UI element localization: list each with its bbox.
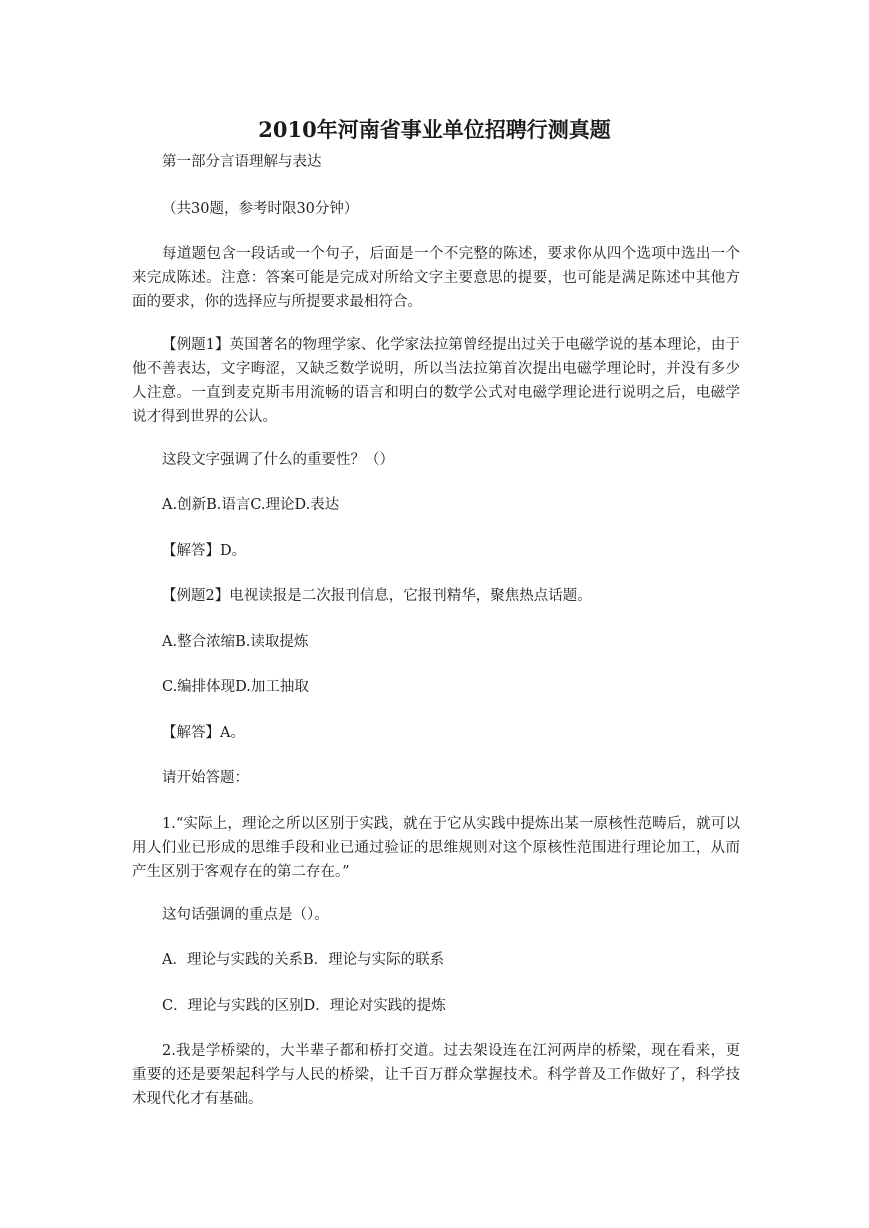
example1-answer: 【解答】D。: [162, 543, 247, 559]
question1-text: 1.“实际上，理论之所以区别于实践，就在于它从实践中提炼出某一原核性范畴后，就可以用人们业已形成的思维手段和业已通过验证的思维规则对这个原核性范围进行理论加工，从而产生区别于客观存在的第二存在。”: [132, 816, 740, 880]
example2-answer: 【解答】A。: [162, 725, 245, 741]
example1-question: 这段文字强调了什么的重要性？（）: [162, 452, 394, 468]
instructions-paragraph: 每道题包含一段话或一个句子，后面是一个不完整的陈述，要求你从四个选项中选出一个来完成陈述。注意：答案可能是完成对所给文字主要意思的提要，也可能是满足陈述中其他方面的要求，你的选择应与所提要求最相符合。: [132, 246, 740, 310]
document-title: 2010年河南省事业单位招聘行测真题: [258, 117, 611, 142]
start-prompt: 请开始答题：: [162, 770, 249, 786]
question1-options-line1: A．理论与实践的关系B．理论与实际的联系: [162, 952, 445, 968]
question2-text: 2.我是学桥梁的，大半辈子都和桥打交道。过去架设连在江河两岸的桥梁，现在看来，更重要的还是要架起科学与人民的桥梁，让千百万群众掌握技术。科学普及工作做好了，科学技术现代化才有基础。: [132, 1043, 740, 1107]
example2-text: 【例题2】电视读报是二次报刊信息，它报刊精华，聚焦热点话题。: [162, 588, 592, 604]
example2-options-line2: C.编排体现D.加工抽取: [162, 679, 309, 695]
example1-options: A.创新B.语言C.理论D.表达: [162, 497, 340, 513]
section-heading: 第一部分言语理解与表达: [162, 154, 322, 170]
section-note: （共30题，参考时限30分钟）: [162, 201, 359, 217]
example1-text: 【例题1】英国著名的物理学家、化学家法拉第曾经提出过关于电磁学说的基本理论，由于他不善表达，文字晦涩，又缺乏数学说明，所以当法拉第首次提出电磁学理论时，并没有多少人注意。一直到麦克斯韦用流畅的语言和明白的数学公式对电磁学理论进行说明之后，电磁学说才得到世界的公认。: [132, 337, 740, 425]
question1-question: 这句话强调的重点是（）。: [162, 907, 329, 923]
question1-options-line2: C．理论与实践的区别D．理论对实践的提炼: [162, 998, 446, 1014]
example2-options-line1: A.整合浓缩B.读取提炼: [162, 634, 309, 650]
